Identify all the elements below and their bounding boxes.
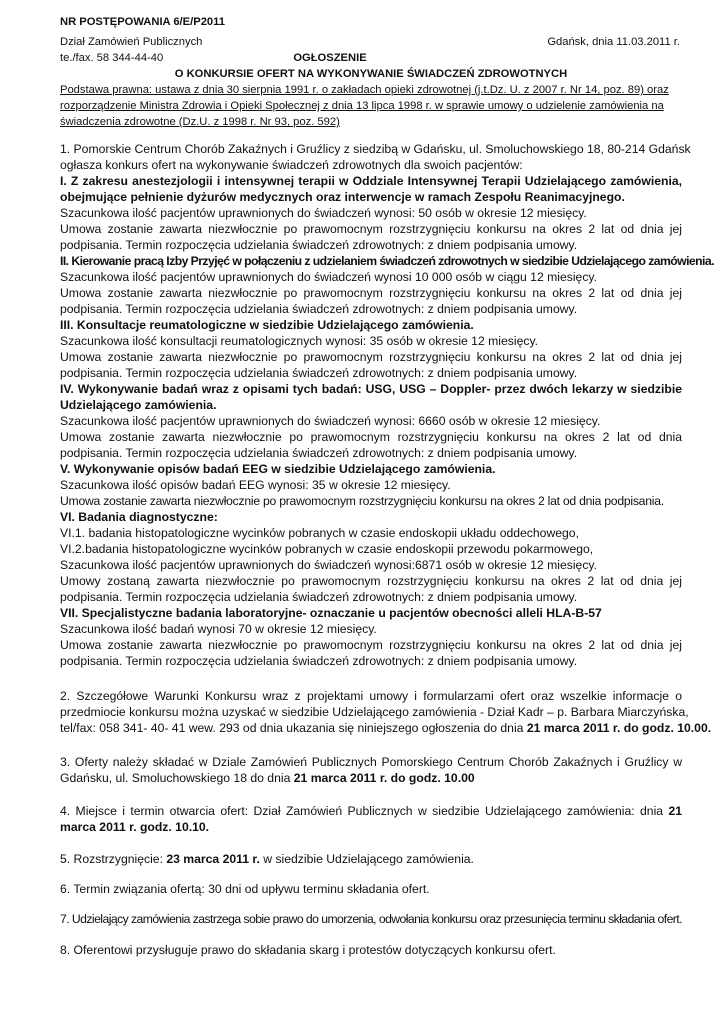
section-1-line-1: Szacunkowa ilość pacjentów uprawnionych do świadczeń wynosi: 50 osób w okresie 12 miesięcy. bbox=[60, 206, 587, 220]
point-3-text: Gdańsku, ul. Smoluchowskiego 18 do dnia bbox=[60, 771, 294, 785]
point-5-label: 5. Rozstrzygnięcie: bbox=[60, 852, 167, 866]
section-1-heading-1: I. Z zakresu anestezjologii i intensywnej terapii w Oddziale Intensywnej Terapii Udzielającego zamówienia, bbox=[60, 174, 682, 188]
point-3-deadline: 21 marca 2011 r. do godz. 10.00 bbox=[293, 771, 475, 785]
section-7-heading: VII. Specjalistyczne badania laboratoryjne- oznaczanie u pacjentów obecności alleli HLA-B-57 bbox=[60, 606, 602, 620]
proceeding-number: NR POSTĘPOWANIA 6/E/P2011 bbox=[60, 16, 225, 28]
point-3-line-1: 3. Oferty należy składać w Dziale Zamówień Publicznych Pomorskiego Centrum Chorób Zakaźnych i Gruźlicy w bbox=[60, 755, 682, 769]
section-6-line-3: Szacunkowa ilość pacjentów uprawnionych do świadczeń wynosi:6871 osób w okresie 12 miesięcy. bbox=[60, 558, 597, 572]
section-5-heading: V. Wykonywanie opisów badań EEG w siedzibie Udzielającego zamówienia. bbox=[60, 462, 496, 476]
legal-basis-line-1: Podstawa prawna: ustawa z dnia 30 sierpnia 1991 r. o zakładach opieki zdrowotnej (j.t.Dz. U. z 2007 r. Nr 14, poz. 89) oraz bbox=[60, 84, 669, 96]
section-6-line-4: Umowy zostaną zawarta niezwłocznie po prawomocnym rozstrzygnięciu konkursu na okres 2 lat od dnia jej bbox=[60, 574, 682, 588]
point-4-line-2: marca 2011 r. godz. 10.10. bbox=[60, 820, 210, 834]
point-6: 6. Termin związania ofertą: 30 dni od upływu terminu składania ofert. bbox=[60, 882, 430, 896]
point-3-line-2 bbox=[60, 770, 682, 786]
section-7-line-2: Umowa zostanie zawarta niezwłocznie po prawomocnym rozstrzygnięciu konkursu na okres 2 lat od dnia jej bbox=[60, 638, 682, 652]
legal-basis-line-3: świadczenia zdrowotne (Dz.U. z 1998 r. Nr 93, poz. 592) bbox=[60, 116, 340, 128]
section-2-line-1: Szacunkowa ilość pacjentów uprawnionych do świadczeń wynosi 10 000 osób w ciągu 12 miesięcy. bbox=[60, 270, 597, 284]
section-4-heading-1: IV. Wykonywanie badań wraz z opisami tych badań: USG, USG – Doppler- przez dwóch lekarzy w siedzibie bbox=[60, 382, 682, 396]
section-6-line-5: podpisania. Termin rozpoczęcia udzielania świadczeń zdrowotnych: z dniem podpisania umowy. bbox=[60, 590, 578, 604]
section-2-line-2: Umowa zostanie zawarta niezwłocznie po prawomocnym rozstrzygnięciu konkursu na okres 2 lat od dnia jej bbox=[60, 286, 682, 300]
section-6-line-2: VI.2.badania histopatologiczne wycinków pobranych w czasie endoskopii przewodu pokarmowego, bbox=[60, 542, 594, 556]
section-7-line-3: podpisania. Termin rozpoczęcia udzielania świadczeń zdrowotnych: z dniem podpisania umowy. bbox=[60, 654, 578, 668]
point-4-line-1 bbox=[60, 803, 682, 819]
section-3-line-1: Szacunkowa ilość konsultacji reumatologicznych wynosi: 35 osób w okresie 12 miesięcy. bbox=[60, 334, 539, 348]
section-1-heading-2: obejmujące pełnienie dyżurów medycznych oraz interwencje w ramach Zespołu Reanimacyjnego. bbox=[60, 190, 625, 204]
section-1-line-3: podpisania. Termin rozpoczęcia udzielania świadczeń zdrowotnych: z dniem podpisania umowy. bbox=[60, 238, 578, 252]
section-6-heading: VI. Badania diagnostyczne: bbox=[60, 510, 218, 524]
point-5-place: w siedzibie Udzielającego zamówienia. bbox=[259, 852, 474, 866]
point-2-deadline: 21 marca 2011 r. do godz. 10.00. bbox=[526, 721, 712, 735]
section-2-heading: II. Kierowanie pracą Izby Przyjęć w połączeniu z udzielaniem świadczeń zdrowotnych w siedzibie Udzielającego zamówienia. bbox=[60, 254, 714, 268]
section-4-line-1: Szacunkowa ilość pacjentów uprawnionych do świadczeń wynosi: 6660 osób w okresie 12 miesięcy. bbox=[60, 414, 601, 428]
announcement-title: OGŁOSZENIE bbox=[293, 52, 367, 64]
section-4-line-3: podpisania. Termin rozpoczęcia udzielania świadczeń zdrowotnych: z dniem podpisania umowy. bbox=[60, 446, 578, 460]
section-4-heading-2: Udzielającego zamówienia. bbox=[60, 398, 217, 412]
legal-basis-line-2: rozporządzenie Ministra Zdrowia i Opieki Społecznej z dnia 13 lipca 1998 r. w sprawie umowy o udzielenie zamówienia na bbox=[60, 100, 664, 112]
section-2-line-3: podpisania. Termin rozpoczęcia udzielania świadczeń zdrowotnych: z dniem podpisania umowy. bbox=[60, 302, 578, 316]
intro-line-2: ogłasza konkurs ofert na wykonywanie świadczeń zdrowotnych dla swoich pacjentów: bbox=[60, 158, 523, 172]
point-2-line-2: przedmiocie konkursu można uzyskać w siedzibie Udzielającego zamówienia - Dział Kadr – p. Barbara Miarczyńska, bbox=[60, 705, 689, 719]
section-7-line-1: Szacunkowa ilość badań wynosi 70 w okresie 12 miesięcy. bbox=[60, 622, 377, 636]
point-5-date: 23 marca 2011 r. bbox=[166, 852, 260, 866]
point-5 bbox=[60, 851, 682, 867]
section-4-line-2: Umowa zostanie zawarta niezwłocznie po prawomocnym rozstrzygnięciu konkursu na okres 2 lat od dnia bbox=[60, 430, 682, 444]
point-4-day: 21 bbox=[668, 804, 682, 818]
section-3-line-3: podpisania. Termin rozpoczęcia udzielania świadczeń zdrowotnych: z dniem podpisania umowy. bbox=[60, 366, 578, 380]
section-1-line-2: Umowa zostanie zawarta niezwłocznie po prawomocnym rozstrzygnięciu konkursu na okres 2 lat od dnia jej bbox=[60, 222, 682, 236]
point-8: 8. Oferentowi przysługuje prawo do składania skarg i protestów dotyczących konkursu ofert. bbox=[60, 943, 556, 957]
place-date: Gdańsk, dnia 11.03.2011 r. bbox=[547, 36, 680, 48]
point-2-line-3 bbox=[60, 720, 712, 736]
section-5-line-2: Umowa zostanie zawarta niezwłocznie po prawomocnym rozstrzygnięciu konkursu na okres 2 lat od dnia podpisania. bbox=[60, 494, 664, 508]
point-7: 7. Udzielający zamówienia zastrzega sobie prawo do umorzenia, odwołania konkursu oraz przesunięcia terminu składania ofert. bbox=[60, 912, 682, 926]
section-6-line-1: VI.1. badania histopatologiczne wycinków pobranych w czasie endoskopii układu oddechowego, bbox=[60, 526, 579, 540]
intro-line-1: 1. Pomorskie Centrum Chorób Zakaźnych i Gruźlicy z siedzibą w Gdańsku, ul. Smoluchowskiego 18, 80-214 Gdańsk bbox=[60, 142, 691, 156]
department-name: Dział Zamówień Publicznych bbox=[60, 36, 203, 48]
phone-fax: te./fax. 58 344-44-40 bbox=[60, 52, 164, 64]
section-3-heading: III. Konsultacje reumatologiczne w siedzibie Udzielającego zamówienia. bbox=[60, 318, 474, 332]
point-2-line-1: 2. Szczegółowe Warunki Konkursu wraz z projektami umowy i formularzami ofert oraz wszelkie informacje o bbox=[60, 689, 682, 703]
announcement-subtitle: O KONKURSIE OFERT NA WYKONYWANIE ŚWIADCZEŃ ZDROWOTNYCH bbox=[174, 68, 568, 80]
point-2-text: tel/fax: 058 341- 40- 41 wew. 293 od dnia ukazania się niniejszego ogłoszenia do dnia bbox=[60, 721, 527, 735]
section-3-line-2: Umowa zostanie zawarta niezwłocznie po prawomocnym rozstrzygnięciu konkursu na okres 2 lat od dnia jej bbox=[60, 350, 682, 364]
point-4-text: 4. Miejsce i termin otwarcia ofert: Dział Zamówień Publicznych w siedzibie Udzielającego zamówienia: dnia bbox=[60, 804, 669, 818]
section-5-line-1: Szacunkowa ilość opisów badań EEG wynosi: 35 w okresie 12 miesięcy. bbox=[60, 478, 451, 492]
